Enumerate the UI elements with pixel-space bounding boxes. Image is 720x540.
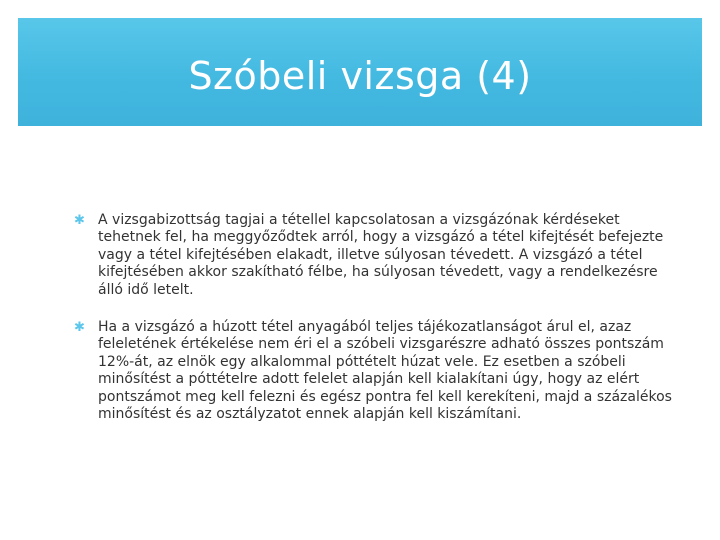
bullet-text: A vizsgabizottság tagjai a tétellel kapcsolatosan a vizsgázónak kérdéseket tehetnek fel, ha meggyőződtek arról, hogy a vizsgázó a tétel kifejtését befejezte vagy a tétel kifejtésében elakadt, illetve súlyosan tévedett. A vizsgázó a tétel kifejtésében akkor szakítható félbe, ha súlyosan tévedett, vagy a rendelkezésre álló idő letelt. [98, 212, 664, 298]
bullet-text: Ha a vizsgázó a húzott tétel anyagából teljes tájékozatlanságot árul el, azaz feleletének értékelése nem éri el a szóbeli vizsgarészre adható összes pontszám 12%-át, az elnök egy alkalommal póttételt húzat vele. Ez esetben a szóbeli minősítést a póttételre adott felelet alapján kell kialakítani úgy, hogy az elért pontszámot meg kell felezni és egész pontra fel kell kerekíteni, majd a százalékos minősítést és az osztályzatot ennek alapján kell kiszámítani. [98, 319, 672, 423]
bullet-list [74, 212, 674, 443]
bullet-item [74, 319, 674, 423]
asterisk-icon: ✱ [74, 213, 85, 228]
title-band [18, 18, 702, 126]
asterisk-icon: ✱ [74, 320, 85, 336]
bullet-item [74, 212, 674, 299]
slide-title: Szóbeli vizsga (4) [188, 54, 532, 98]
